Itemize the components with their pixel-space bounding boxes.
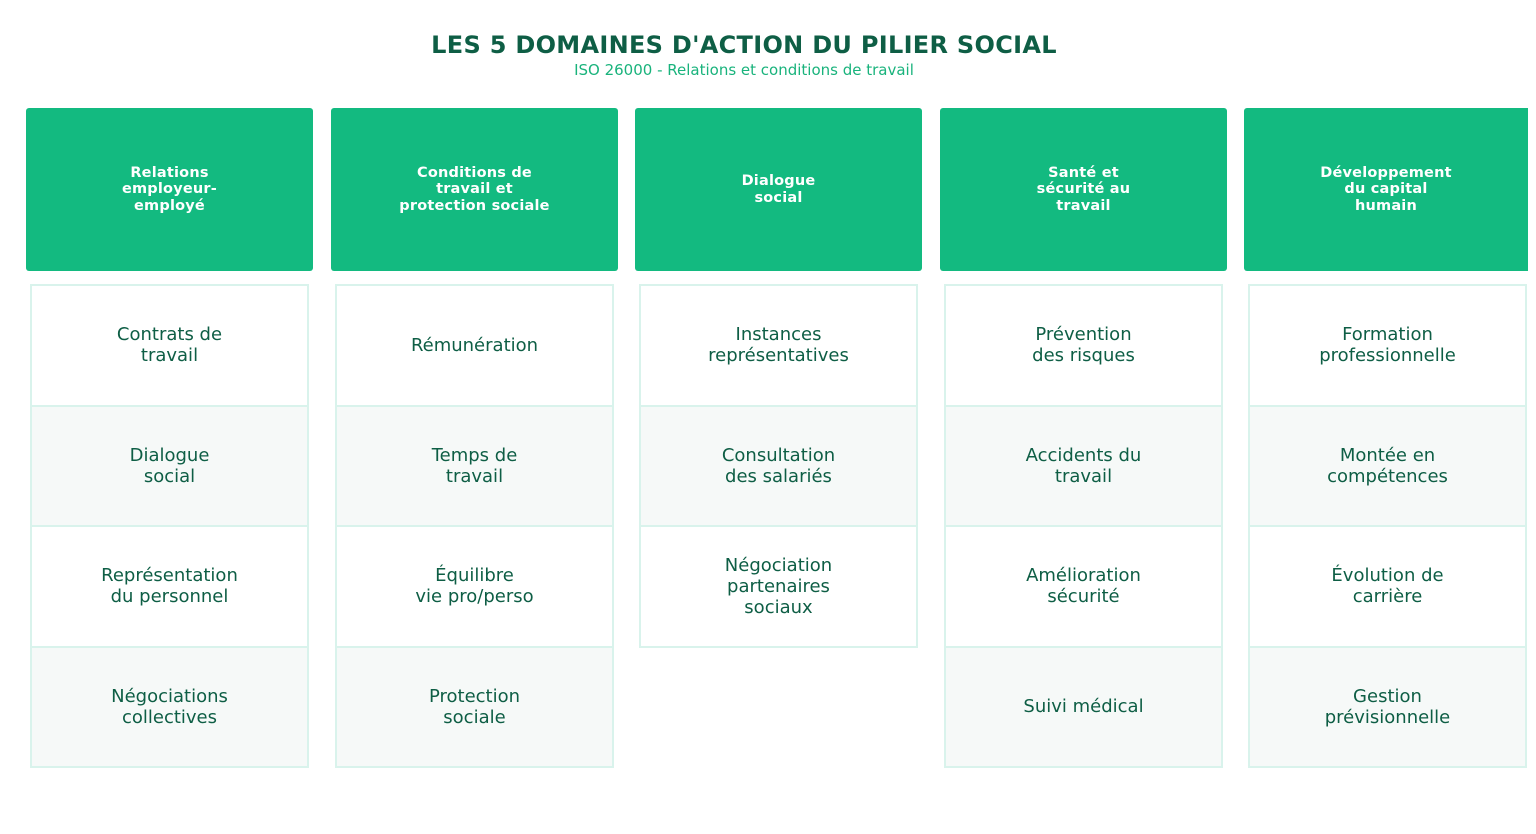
domain-header-label: Développement du capital humain <box>1320 164 1452 214</box>
domain-item <box>639 526 918 648</box>
domain-item <box>1248 284 1527 406</box>
domain-item <box>944 647 1223 769</box>
domain-header <box>331 108 618 271</box>
domain-item-label: Temps de travail <box>431 444 518 487</box>
diagram-subtitle: ISO 26000 - Relations et conditions de travail <box>574 61 914 79</box>
domain-header <box>940 108 1227 271</box>
domain-item-label: Contrats de travail <box>116 324 223 367</box>
domain-item-label: Consultation des salariés <box>721 444 836 487</box>
diagram-title: LES 5 DOMAINES D'ACTION DU PILIER SOCIAL <box>431 31 1057 59</box>
domain-header <box>1244 108 1528 271</box>
domain-item <box>639 406 918 527</box>
domain-item-label: Rémunération <box>410 334 539 356</box>
domain-item-label: Suivi médical <box>1023 696 1144 718</box>
domain-item <box>335 284 614 406</box>
domain-header-label: Conditions de travail et protection sociale <box>399 164 550 214</box>
domain-item-label: Prévention des risques <box>1032 324 1135 367</box>
domain-item-label: Amélioration sécurité <box>1026 565 1141 608</box>
domain-item-label: Accidents du travail <box>1025 444 1142 487</box>
domain-item-label: Évolution de carrière <box>1331 565 1444 608</box>
domain-item-label: Représentation du personnel <box>101 565 238 608</box>
domain-header-label: Dialogue social <box>741 173 816 206</box>
domain-item-label: Négociations collectives <box>111 685 228 728</box>
domain-item <box>944 406 1223 527</box>
domain-item-label: Gestion prévisionnelle <box>1324 685 1451 728</box>
domain-item-label: Dialogue social <box>129 444 210 487</box>
domain-item <box>335 406 614 527</box>
domain-items <box>335 284 614 768</box>
domain-item <box>30 647 309 769</box>
domain-item <box>944 526 1223 647</box>
domain-header <box>26 108 313 271</box>
domain-header <box>635 108 922 271</box>
domain-header-label: Relations employeur- employé <box>121 164 218 214</box>
domain-item-label: Montée en compétences <box>1327 444 1448 487</box>
domain-item <box>944 284 1223 406</box>
domain-item-label: Instances représentatives <box>708 324 849 367</box>
domain-item-label: Formation professionnelle <box>1319 324 1456 367</box>
domain-item-label: Protection sociale <box>428 685 521 728</box>
domain-items <box>1248 284 1527 768</box>
domain-item <box>30 526 309 647</box>
domain-item <box>335 647 614 769</box>
domain-item <box>639 284 918 406</box>
domain-items <box>639 284 918 648</box>
domain-item-label: Équilibre vie pro/perso <box>415 565 534 608</box>
domain-item <box>335 526 614 647</box>
domain-items <box>30 284 309 768</box>
domain-item <box>1248 406 1527 527</box>
domain-item <box>30 284 309 406</box>
domain-item <box>30 406 309 527</box>
domain-item <box>1248 526 1527 647</box>
domain-header-label: Santé et sécurité au travail <box>1036 164 1131 214</box>
domain-item <box>1248 647 1527 769</box>
domain-item-label: Négociation partenaires sociaux <box>724 554 833 618</box>
domain-items <box>944 284 1223 768</box>
